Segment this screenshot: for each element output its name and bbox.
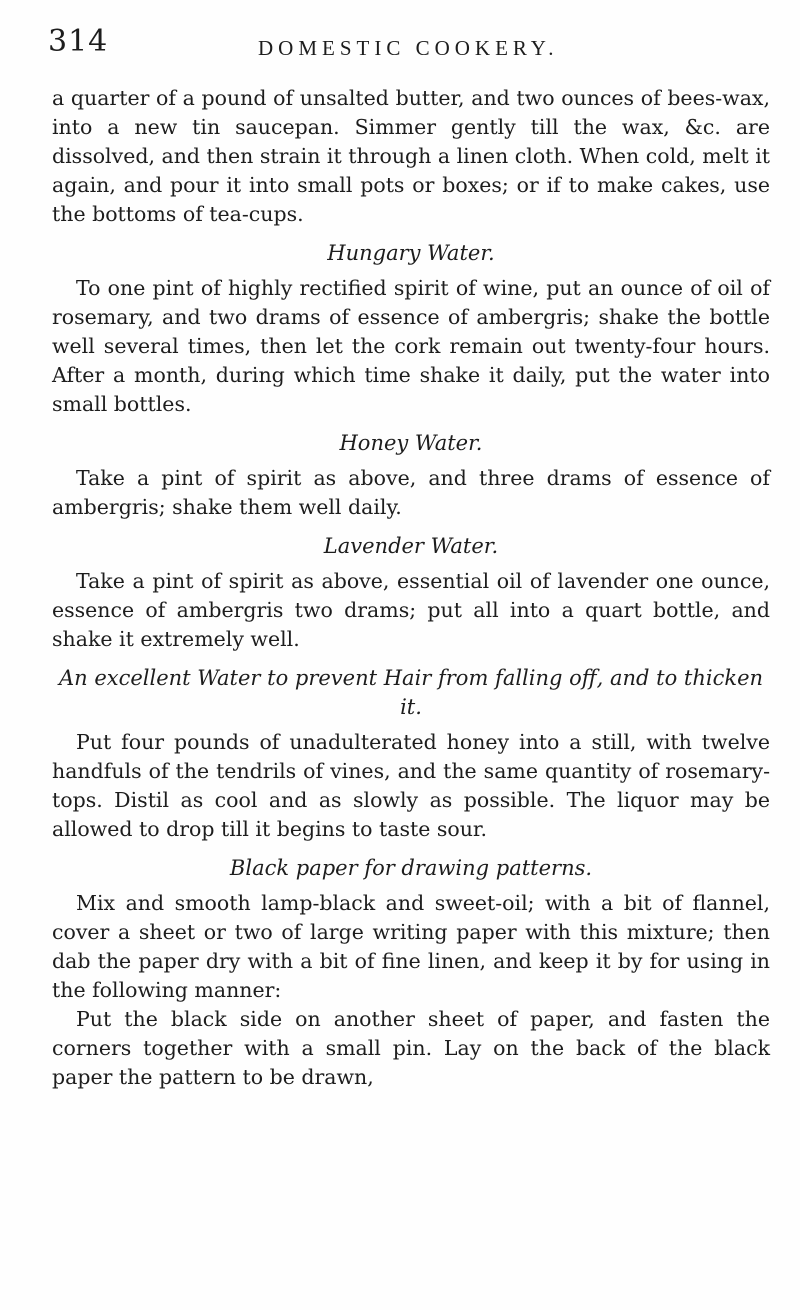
paragraph-hair-water: Put four pounds of unadulterated honey into a still, with twelve handfuls of the tendrils of vines, and the same quantity of rosemary-tops. Distil as cool and as slowly as possible. The liquor may be allowed to drop till it begins to taste sour. [52, 730, 770, 841]
page-number: 314 [48, 24, 109, 59]
paragraph-honey-water: Take a pint of spirit as above, and three drams of essence of ambergris; shake them well daily. [52, 466, 770, 519]
page-header [48, 24, 752, 68]
paragraph-intro: a quarter of a pound of unsalted butter, and two ounces of bees-wax, into a new tin saucepan. Simmer gently till the wax, &c. are dissolved, and then strain it through a linen cloth. When cold, melt it again, and pour it into small pots or boxes; or if to make cakes, use the bottoms of tea-cups. [52, 86, 770, 226]
section-heading-hungary-water: Hungary Water. [327, 241, 495, 265]
page-body [52, 84, 770, 1092]
paragraph-lavender-water: Take a pint of spirit as above, essential oil of lavender one ounce, essence of ambergris two drams; put all into a quart bottle, and shake it extremely well. [52, 569, 770, 651]
paragraph-black-paper-1: Mix and smooth lamp-black and sweet-oil; with a bit of flannel, cover a sheet or two of large writing paper with this mixture; then dab the paper dry with a bit of fine linen, and keep it by for using in the following manner: [52, 891, 770, 1002]
paragraph-hungary-water: To one pint of highly rectified spirit of wine, put an ounce of oil of rosemary, and two drams of essence of ambergris; shake the bottle well several times, then let the cork remain out twenty-four hours. After a month, during which time shake it daily, put the water into small bottles. [52, 276, 770, 416]
section-heading-honey-water: Honey Water. [339, 431, 483, 455]
running-title: DOMESTIC COOKERY. [258, 36, 559, 60]
section-heading-lavender-water: Lavender Water. [323, 534, 499, 558]
section-heading-hair-water: An excellent Water to prevent Hair from falling off, and to thicken it. [58, 666, 764, 719]
section-heading-black-paper: Black paper for drawing patterns. [229, 856, 593, 880]
paragraph-black-paper-2: Put the black side on another sheet of paper, and fasten the corners together with a small pin. Lay on the back of the black paper the pattern to be drawn, [52, 1007, 770, 1089]
